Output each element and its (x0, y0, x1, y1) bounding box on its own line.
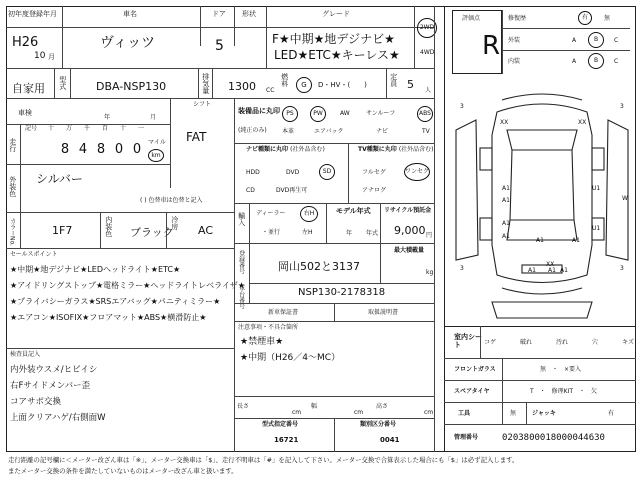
divider (526, 402, 527, 424)
equipment-title: 装備品に丸印 (238, 107, 280, 115)
divider (444, 358, 636, 359)
damage-mark: A1 (572, 237, 580, 244)
divider (234, 203, 434, 204)
windshield-label: フロントガラス (454, 366, 496, 373)
capacity-unit: 人 (425, 87, 432, 94)
recycle-label: リサイクル預託金 (384, 207, 432, 214)
condition-label: 修復歴 (508, 15, 527, 22)
color-no-label: カラーNo. (8, 218, 16, 246)
divider (502, 28, 630, 29)
mileage-digit-header: 十 (119, 125, 126, 132)
reg-label: 登録番号 (237, 250, 245, 274)
notes-label: 注意事項・不具合箇所 (238, 324, 299, 331)
sheet-item: 穴 (592, 339, 599, 346)
spare-label: スペアタイヤ (454, 388, 490, 395)
equip-aw: AW (340, 110, 350, 117)
sheet-item: コゲ (484, 339, 497, 346)
divider (334, 303, 335, 321)
equipment-subtitle: (純正のみ) (238, 127, 267, 134)
footer-line-2: またメーター交換の条件を満たしていないものはメーター改ざん車と扱います。 (8, 467, 238, 475)
jack-label: ジャッキ (532, 410, 556, 417)
divider (502, 358, 503, 424)
category-no-label: 類別区分番号 (360, 421, 397, 428)
recycle-yen: 円 (426, 232, 433, 239)
manual-label: 取扱説明書 (368, 309, 399, 316)
chassis-label: 車台番号 (237, 285, 245, 309)
damage-mark: 3 (620, 103, 624, 110)
divider (380, 203, 381, 243)
int-b-circled: B (588, 53, 604, 69)
drive-2wd-circled: 2WD (417, 18, 437, 38)
equip-tv: TV (422, 128, 430, 135)
divider (200, 6, 201, 46)
exterior-note: ( ) 色替車は色替と記入 (140, 197, 203, 204)
divider (234, 321, 434, 322)
km-circled: km (148, 149, 164, 162)
divider (6, 348, 234, 349)
nav-hdd: HDD (246, 169, 260, 176)
equip-pw: PW (310, 106, 326, 122)
grade-label: グレード (322, 10, 350, 18)
damage-mark: XX (500, 119, 509, 126)
damage-mark: A1 (536, 237, 544, 244)
car-damage-diagram (452, 90, 632, 320)
divider (234, 396, 434, 397)
mileage-digit: 8 (60, 142, 70, 157)
note-line-1: ★禁煙車★ (240, 337, 284, 347)
divider (54, 68, 55, 98)
condition-no: 無 (604, 15, 611, 22)
capacity-value: 5 (407, 78, 414, 91)
reg-value: 岡山502と3137 (278, 260, 360, 273)
inspection-label: 車検 (18, 109, 32, 117)
damage-mark: A1 (502, 185, 510, 192)
divider (502, 10, 503, 74)
damage-mark: A1 (502, 197, 510, 204)
divider (198, 68, 199, 98)
tv-title: TV種類に丸印 (社外品含む) (358, 146, 434, 153)
mileage-digit: 4 (78, 142, 88, 157)
exterior-color: シルバー (36, 172, 83, 186)
inspector-note-line: 内外装ウスメ/ヒビイシ (10, 365, 98, 375)
divider (502, 50, 630, 51)
usage-value: 自家用 (12, 82, 45, 95)
divider (386, 68, 387, 98)
load-label: 最大積載量 (394, 247, 425, 254)
fuel-label: 燃料 (280, 73, 289, 87)
ext-b-circled: B (588, 32, 604, 48)
sheet-label: 室内シート (454, 333, 482, 349)
ac-label: 冷房 (170, 216, 179, 230)
divider (249, 283, 434, 284)
divider (6, 248, 234, 249)
int-c: C (614, 58, 619, 65)
fuel-options: D・HV・( ) (318, 81, 367, 89)
inspection-year-unit: 年 (104, 114, 111, 121)
first-reg-label: 初年度登録年月 (8, 10, 57, 18)
mileage-digits (56, 142, 146, 158)
height-cm: cm (424, 409, 434, 416)
mileage-digit-header: 十 (47, 125, 54, 132)
height-label: 高さ (376, 403, 389, 410)
doors-label: ドア (212, 10, 226, 18)
ext-c: C (614, 37, 619, 44)
load-kg: kg (426, 269, 434, 276)
mileage-digit: 0 (114, 142, 124, 157)
sheet-item: 破れ (520, 339, 533, 346)
width-cm: cm (354, 409, 364, 416)
category-no-value: 0041 (380, 436, 400, 444)
damage-mark: A1 (502, 220, 510, 227)
windshield-value: 無 ・ ×要入 (540, 366, 582, 373)
divider (20, 212, 21, 248)
damage-mark: U1 (592, 185, 601, 192)
doors-value: 5 (215, 38, 224, 54)
color-no-value: 1F7 (52, 224, 73, 237)
eval-value: R (482, 31, 501, 61)
equip-leather: 本革 (282, 128, 295, 135)
divider (234, 143, 434, 144)
sheet-items (484, 340, 634, 347)
equip-navi: ナビ (376, 128, 389, 135)
inspector-notes-list (10, 362, 232, 426)
nav-cd: CD (246, 187, 255, 194)
divider (444, 326, 636, 327)
divider (62, 6, 63, 68)
inspector-note-line: 右Fサイドメンバー歪 (10, 381, 91, 391)
handle-left: 左H (302, 229, 313, 236)
length-cm: cm (292, 409, 302, 416)
mgmt-number: 0203800018000044630 (502, 433, 605, 443)
tools-label: 工具 (458, 410, 471, 417)
model-value: DBA-NSP130 (96, 80, 167, 93)
model-year-label: モデル年式 (336, 207, 371, 215)
jack-value: 有 (608, 410, 615, 417)
mileage-digit-header: 万 (65, 125, 72, 132)
eval-label: 評価点 (462, 15, 481, 22)
drive-4wd: 4WD (420, 49, 435, 56)
damage-mark: 3 (460, 103, 464, 110)
tv-fullseg: フルセグ (362, 169, 386, 176)
cc-unit: CC (266, 87, 275, 94)
divider (166, 212, 167, 248)
divider (6, 212, 234, 213)
divider (6, 164, 170, 165)
divider (20, 164, 21, 212)
model-year-unit: 年 (346, 230, 353, 237)
inspector-notes-label: 検査員記入 (10, 351, 41, 358)
damage-mark: 3 (620, 265, 624, 272)
divider (234, 6, 235, 46)
sheet-item: キズ (622, 339, 634, 346)
inspector-note-line: コアサポ交換 (10, 397, 62, 407)
displacement-value: 1300 (228, 80, 256, 93)
nav-title: ナビ種類に丸印 (社外品含む) (246, 146, 325, 153)
sales-point-line: ★プライバシーガラス★SRSエアバッグ★パニティミラー★ (10, 297, 221, 306)
type-no-label: 型式指定番号 (262, 421, 299, 428)
handle-right-circled: 右H (300, 206, 318, 222)
sales-point-line: ★エアコン★ISOFIX★フロアマット★ABS★横滑防止★ (10, 313, 207, 322)
type-no-value: 16721 (274, 436, 299, 444)
equip-sunroof: サンルーフ (366, 110, 396, 117)
shift-value: FAT (186, 130, 207, 144)
ext-grade-label: 外装 (508, 37, 521, 44)
damage-mark: XX (546, 261, 555, 268)
int-a: A (572, 58, 577, 65)
car-name-label: 車名 (123, 10, 137, 18)
sheet-item: 汚れ (556, 339, 569, 346)
ac-value: AC (198, 224, 214, 237)
damage-mark-w: W (622, 195, 628, 202)
divider (348, 143, 349, 203)
damage-mark: XX (578, 119, 587, 126)
divider (414, 6, 415, 68)
mileage-label: 走行 (8, 138, 17, 152)
divider (380, 243, 381, 283)
mileage-digit: 8 (96, 142, 106, 157)
damage-mark: A1 (560, 267, 568, 274)
exterior-label: 外装色 (8, 176, 17, 197)
shape-label: 形状 (242, 10, 256, 18)
month-unit: 月 (48, 53, 55, 61)
spare-value: T ・ 修理KIT ・ 欠 (530, 388, 598, 395)
ext-a: A (572, 37, 577, 44)
tools-value: 無 (510, 410, 517, 417)
damage-mark: A1 (528, 267, 536, 274)
import-parallel: ・並行 (262, 229, 281, 236)
fuel-g-circled: G (296, 77, 312, 93)
equip-ps: PS (282, 106, 298, 122)
sales-points-label: セールスポイント (10, 251, 58, 258)
equip-airbag: エアバック (314, 128, 344, 135)
tv-oneseg-circled: ワンセグ (404, 163, 430, 181)
footer-line-1: 走行距離の記号欄に＜メーター改ざん車は「※」、メーター交換車は「$」、走行不明車は「#」を記入して下さい。メーター交換で合算表示した場合にも「$」は必ず記入します。 (8, 456, 519, 464)
mileage-digit-headers (20, 126, 150, 136)
divider (434, 6, 435, 452)
first-reg-year: H26 (12, 35, 39, 50)
mileage-digit-header: 一 (137, 125, 144, 132)
mileage-digit: 0 (132, 142, 142, 157)
condition-yes-circled: 有 (578, 11, 592, 25)
divider (249, 243, 250, 303)
divider (480, 326, 481, 358)
mileage-digit-header: 百 (101, 125, 108, 132)
model-label: 型式 (58, 76, 67, 90)
mileage-digit-header: 記号 (24, 125, 37, 132)
grade-line1: F★中期★地デジナビ★ (272, 32, 395, 46)
divider (444, 6, 445, 452)
damage-mark: A1 (502, 233, 510, 240)
divider (100, 212, 101, 248)
divider (212, 68, 213, 98)
divider (444, 424, 636, 425)
note-line-2: ★中期（H26／4～MC） (240, 353, 341, 363)
first-reg-month: 10 (34, 51, 46, 61)
chassis-value: NSP130-2178318 (298, 287, 386, 298)
damage-mark: 3 (460, 265, 464, 272)
equip-abs: ABS (417, 106, 433, 122)
displacement-label: 排気量 (201, 73, 210, 94)
import-label: 輸入 (237, 212, 246, 226)
nav-dvd-play: DVD再生可 (276, 187, 308, 194)
grade-line2: LED★ETC★キーレス★ (274, 48, 400, 62)
sales-point-line: ★アイドリングストップ★電格ミラー★ヘッドライトレベライザ★ (10, 281, 246, 290)
interior-color-label: 内装色 (104, 216, 113, 237)
damage-mark: U1 (592, 225, 601, 232)
divider (234, 98, 235, 452)
divider (266, 6, 267, 68)
divider (326, 203, 327, 243)
length-label: 長さ (237, 403, 250, 410)
shift-label: シフト (193, 101, 212, 108)
import-dealer: ディーラー (256, 210, 286, 217)
divider (334, 418, 335, 452)
warranty-label: 新車保証書 (268, 309, 299, 316)
nav-dvd: DVD (286, 169, 300, 176)
damage-mark: A1 (548, 267, 556, 274)
width-label: 幅 (311, 403, 318, 410)
recycle-value: 9,000 (394, 224, 426, 237)
inspection-month-unit: 月 (150, 114, 157, 121)
interior-color-value: ブラック (130, 226, 174, 239)
divider (444, 402, 636, 403)
divider (444, 380, 636, 381)
mile-label: マイル (148, 139, 166, 146)
nav-sd-circled: SD (319, 164, 335, 180)
sales-point-line: ★中期★地デジナビ★LEDヘッドライト★ETC★ (10, 265, 181, 274)
capacity-label: 定員 (389, 73, 398, 87)
divider (234, 243, 434, 244)
divider (170, 98, 171, 188)
divider (249, 203, 250, 243)
mileage-digit-header: 千 (83, 125, 90, 132)
divider (70, 68, 71, 98)
car-name: ヴィッツ (100, 35, 156, 51)
inspector-note-line: 上面クリアハゲ/右側面W (10, 413, 106, 423)
model-year-unit2: 年式 (366, 230, 379, 237)
divider (6, 98, 434, 99)
mgmt-label: 管理番号 (454, 434, 479, 441)
int-grade-label: 内装 (508, 58, 521, 65)
tv-analog: アナログ (362, 187, 387, 194)
